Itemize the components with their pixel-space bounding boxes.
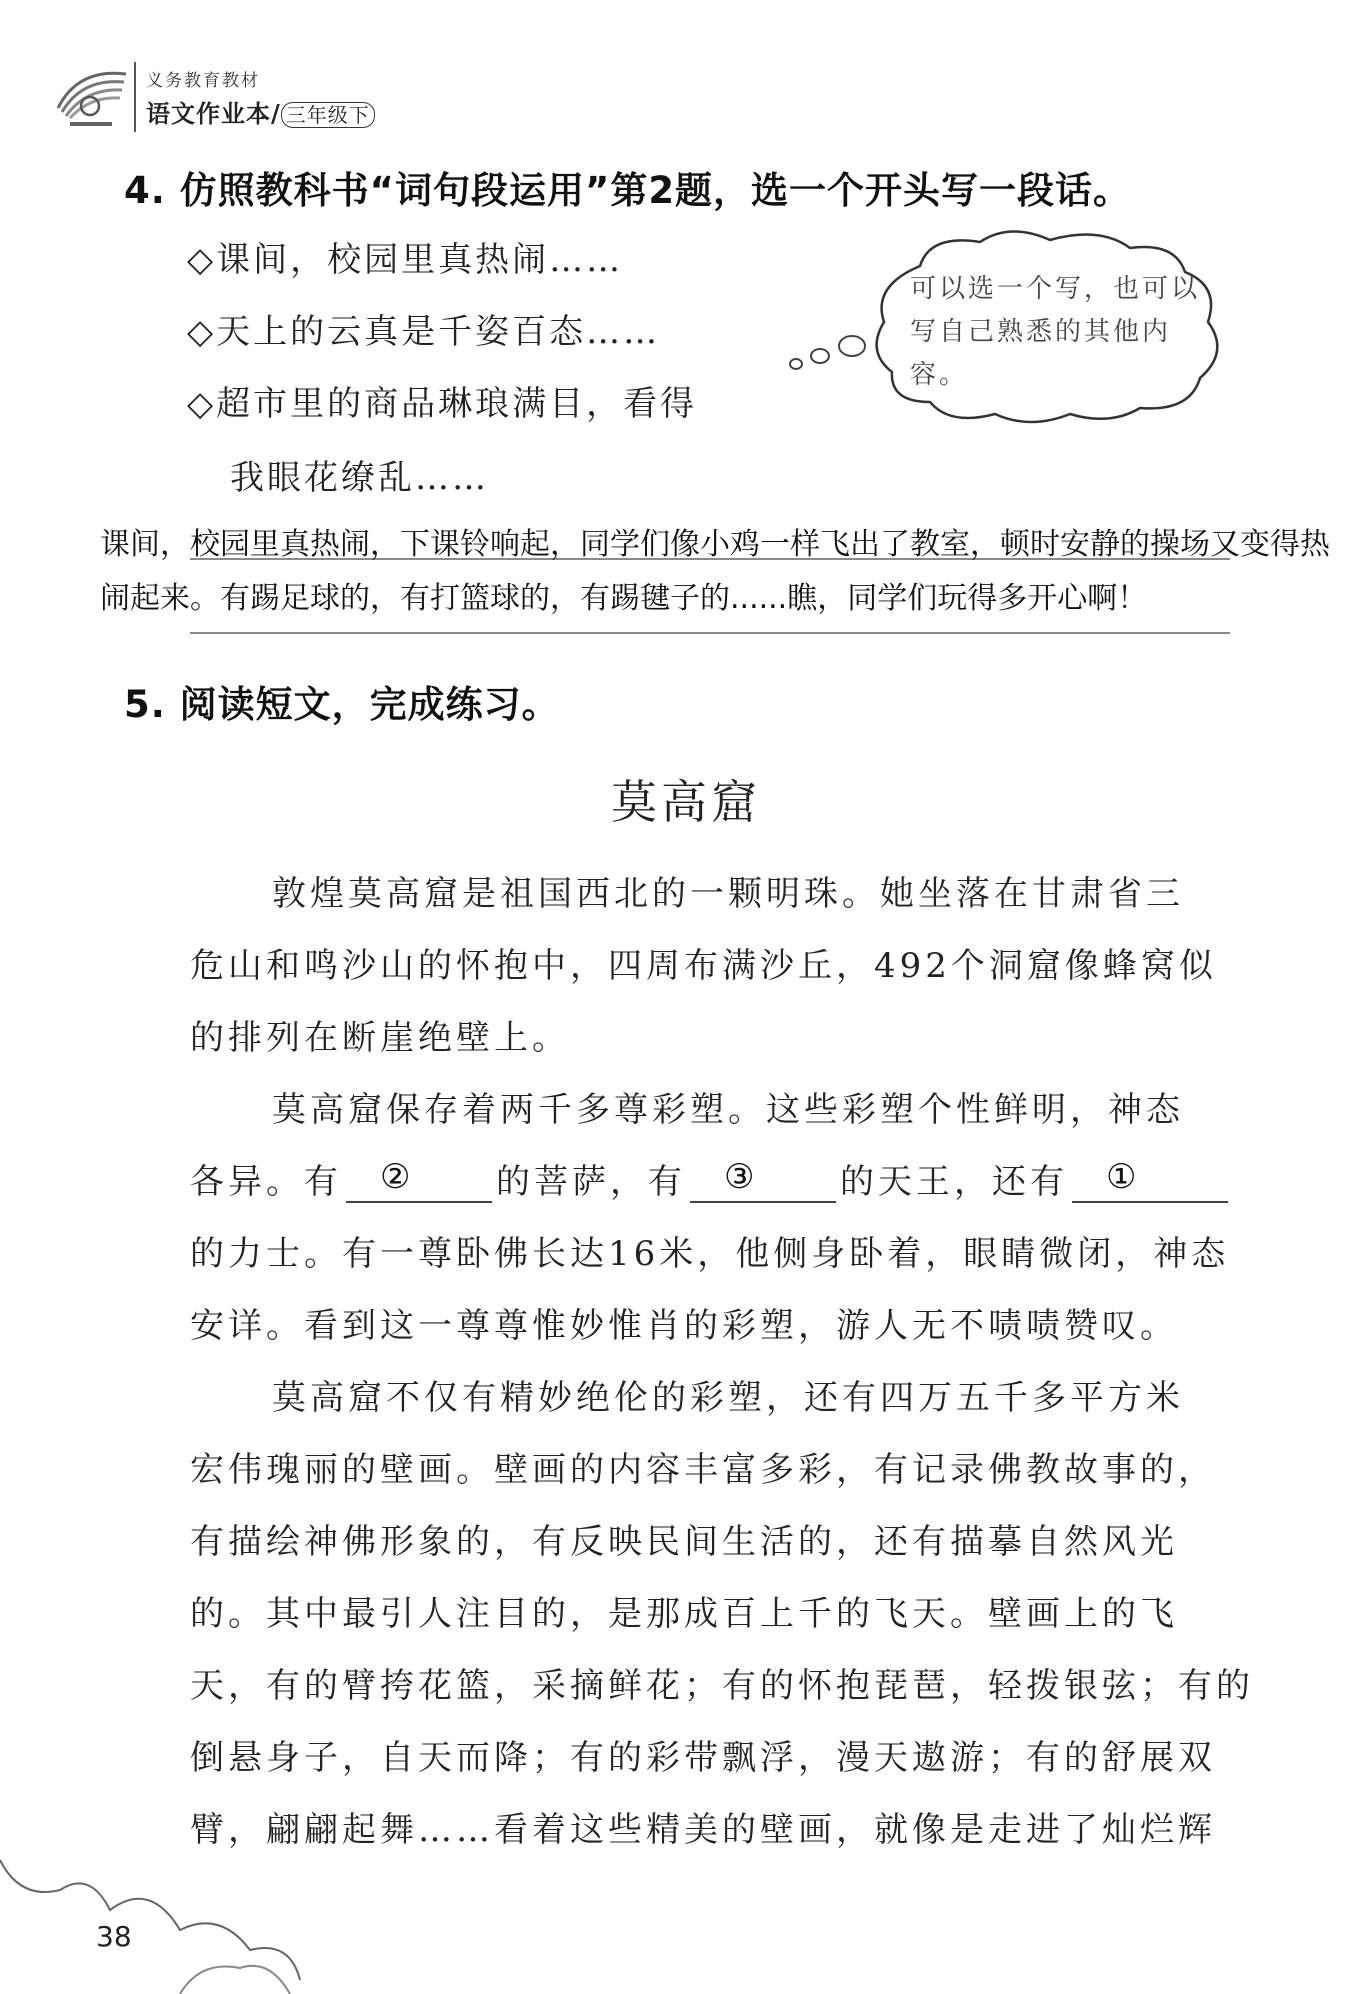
passage-text: 的天王，还有 — [840, 1162, 1068, 1202]
passage-line: 天，有的臂挎花篮，采摘鲜花；有的怀抱琵琶，轻拨银弦；有的 — [190, 1666, 1254, 1706]
passage-title: 莫高窟 — [611, 775, 761, 829]
passage-line: 的排列在断崖绝壁上。 — [190, 1018, 570, 1058]
header-divider — [134, 62, 136, 132]
publisher-logo-icon — [48, 62, 132, 128]
title-separator: / — [271, 99, 281, 128]
book-title-text: 语文作业本 — [146, 99, 271, 128]
passage-line: 敦煌莫高窟是祖国西北的一颗明珠。她坐落在甘肃省三 — [272, 874, 1184, 914]
q4-option-2: ◇天上的云真是千姿百态…… — [187, 312, 661, 352]
passage-line: 莫高窟保存着两千多尊彩塑。这些彩塑个性鲜明，神态 — [272, 1090, 1184, 1130]
passage-line: 有描绘神佛形象的，有反映民间生活的，还有描摹自然风光 — [190, 1522, 1178, 1562]
cloud-decoration — [0, 1840, 420, 1994]
passage-text: 的菩萨，有 — [496, 1162, 686, 1202]
question-5-heading: 5. 阅读短文，完成练习。 — [124, 683, 560, 726]
q4-option-1: ◇课间，校园里真热闹…… — [187, 240, 624, 280]
fill-blank-2[interactable] — [690, 1157, 836, 1203]
passage-line-with-blanks — [190, 1154, 1232, 1203]
q4-option-3-continued: 我眼花缭乱…… — [230, 458, 489, 498]
question-4-heading: 4. 仿照教科书“词句段运用”第2题，选一个开头写一段话。 — [124, 169, 1132, 212]
passage-line: 安详。看到这一尊尊惟妙惟肖的彩塑，游人无不啧啧赞叹。 — [190, 1306, 1178, 1346]
passage-line: 危山和鸣沙山的怀抱中，四周布满沙丘，492个洞窟像蜂窝似 — [190, 946, 1217, 986]
passage-line: 的力士。有一尊卧佛长达16米，他侧身卧着，眼睛微闭，神态 — [190, 1234, 1230, 1274]
q4-answer[interactable]: 课间，校园里真热闹，下课铃响起，同学们像小鸡一样飞出了教室，顿时安静的操场又变得热闹起来。有踢足球的，有打篮球的，有踢毽子的......瞧，同学们玩得多开心啊！ — [100, 527, 1330, 616]
q4-option-3: ◇超市里的商品琳琅满目，看得 — [187, 384, 698, 424]
passage-line: 宏伟瑰丽的壁画。壁画的内容丰富多彩，有记录佛教故事的， — [190, 1450, 1216, 1490]
page-number: 38 — [96, 1920, 132, 1953]
grade-badge: 三年级下 — [281, 102, 375, 128]
passage-text: 各异。有 — [190, 1162, 342, 1202]
passage-line: 莫高窟不仅有精妙绝伦的彩塑，还有四万五千多平方米 — [272, 1378, 1184, 1418]
book-title — [146, 94, 375, 129]
passage-line: 臂，翩翩起舞……看着这些精美的壁画，就像是走进了灿烂辉 — [190, 1810, 1216, 1850]
blank-answer-3: ① — [1106, 1157, 1137, 1197]
fill-blank-1[interactable] — [346, 1157, 492, 1203]
blank-answer-1: ② — [380, 1157, 411, 1197]
writing-line — [190, 632, 1230, 634]
passage-line: 倒悬身子，自天而降；有的彩带飘浮，漫天遨游；有的舒展双 — [190, 1738, 1216, 1778]
fill-blank-3[interactable] — [1072, 1157, 1228, 1203]
book-series: 义务教育教材 — [146, 71, 260, 91]
blank-answer-2: ③ — [724, 1157, 755, 1197]
passage-line: 的。其中最引人注目的，是那成百上千的飞天。壁画上的飞 — [190, 1594, 1178, 1634]
hint-text: 可以选一个写，也可以写自己熟悉的其他内容。 — [910, 274, 1201, 390]
